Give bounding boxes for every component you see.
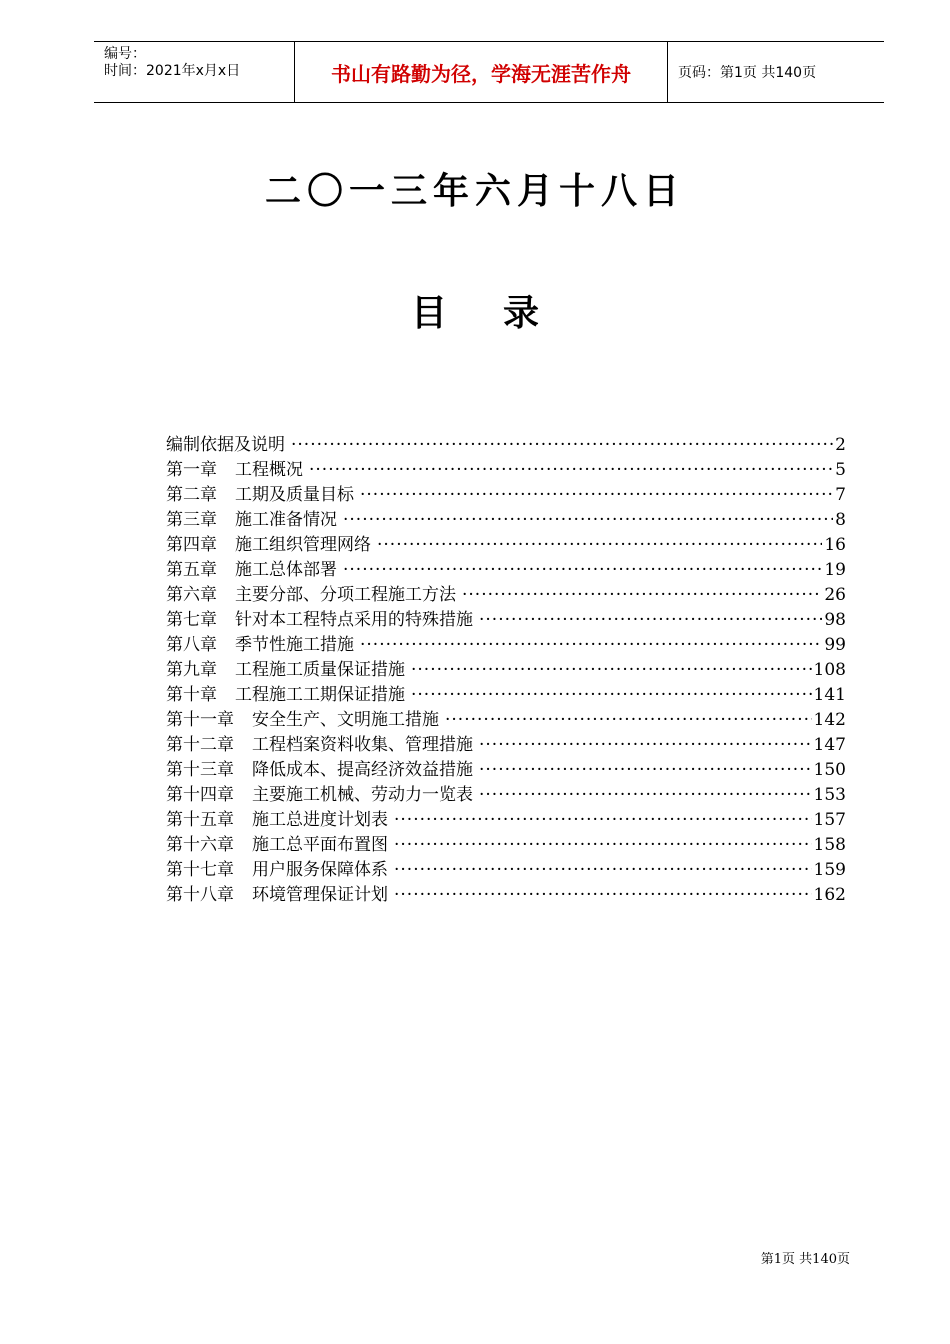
toc-chapter: 第五章 bbox=[166, 560, 217, 580]
header-motto: 书山有路勤为径，学海无涯苦作舟 bbox=[295, 42, 668, 102]
toc-leader-dots bbox=[343, 558, 822, 583]
toc-leader-dots bbox=[411, 658, 812, 683]
toc-title-text: 针对本工程特点采用的特殊措施 bbox=[235, 610, 473, 630]
toc-title-text: 主要分部、分项工程施工方法 bbox=[235, 585, 456, 605]
toc-title-text: 季节性施工措施 bbox=[235, 635, 354, 655]
toc-leader-dots bbox=[309, 458, 833, 483]
toc-chapter: 第四章 bbox=[166, 535, 217, 555]
toc-entry[interactable] bbox=[166, 858, 846, 883]
toc-page-number: 108 bbox=[813, 660, 846, 680]
header-page-info: 页码：第1页 共140页 bbox=[678, 65, 817, 81]
toc-chapter: 第十三章 bbox=[166, 760, 234, 780]
toc-leader-dots bbox=[394, 858, 812, 883]
toc-leader-dots bbox=[394, 833, 812, 858]
toc-page-number: 157 bbox=[813, 810, 846, 830]
toc-page-number: 26 bbox=[824, 585, 846, 605]
toc-leader-dots bbox=[479, 733, 812, 758]
toc-chapter: 第六章 bbox=[166, 585, 217, 605]
toc-chapter: 第十六章 bbox=[166, 835, 234, 855]
toc-title-text: 施工总进度计划表 bbox=[252, 810, 388, 830]
toc-title-text: 施工总体部署 bbox=[235, 560, 337, 580]
toc-title-text: 降低成本、提高经济效益措施 bbox=[252, 760, 473, 780]
toc-chapter: 第十一章 bbox=[166, 710, 234, 730]
toc-entry[interactable] bbox=[166, 783, 846, 808]
toc-page-number: 162 bbox=[813, 885, 846, 905]
toc-leader-dots bbox=[462, 583, 822, 608]
toc-chapter: 编制依据及说明 bbox=[166, 435, 285, 455]
toc-page-number: 8 bbox=[835, 510, 846, 530]
toc-title-text: 施工准备情况 bbox=[235, 510, 337, 530]
toc-title-text: 工程概况 bbox=[235, 460, 303, 480]
toc-page-number: 147 bbox=[813, 735, 846, 755]
toc-entry[interactable] bbox=[166, 508, 846, 533]
toc-entry[interactable] bbox=[166, 533, 846, 558]
toc-entry[interactable] bbox=[166, 683, 846, 708]
toc-chapter: 第一章 bbox=[166, 460, 217, 480]
toc-entry[interactable] bbox=[166, 433, 846, 458]
table-of-contents bbox=[166, 433, 846, 908]
toc-entry[interactable] bbox=[166, 733, 846, 758]
toc-leader-dots bbox=[343, 508, 833, 533]
toc-page-number: 150 bbox=[813, 760, 846, 780]
toc-chapter: 第十八章 bbox=[166, 885, 234, 905]
toc-title-text: 安全生产、文明施工措施 bbox=[252, 710, 439, 730]
toc-chapter: 第八章 bbox=[166, 635, 217, 655]
page-header bbox=[94, 41, 884, 103]
toc-page-number: 19 bbox=[824, 560, 846, 580]
toc-title-text: 工程施工工期保证措施 bbox=[235, 685, 405, 705]
toc-entry[interactable] bbox=[166, 833, 846, 858]
toc-title-text: 工期及质量目标 bbox=[235, 485, 354, 505]
toc-leader-dots bbox=[377, 533, 822, 558]
page-footer: 第1页 共140页 bbox=[760, 1252, 850, 1267]
toc-chapter: 第十七章 bbox=[166, 860, 234, 880]
toc-page-number: 99 bbox=[824, 635, 846, 655]
toc-leader-dots bbox=[360, 633, 822, 658]
toc-chapter: 第十四章 bbox=[166, 785, 234, 805]
toc-entry[interactable] bbox=[166, 758, 846, 783]
toc-page-number: 2 bbox=[835, 435, 846, 455]
code-label: 编号： bbox=[104, 46, 146, 62]
toc-page-number: 159 bbox=[813, 860, 846, 880]
toc-page-number: 158 bbox=[813, 835, 846, 855]
toc-title-text: 施工总平面布置图 bbox=[252, 835, 388, 855]
toc-title-text: 工程施工质量保证措施 bbox=[235, 660, 405, 680]
toc-chapter: 第三章 bbox=[166, 510, 217, 530]
toc-leader-dots bbox=[291, 433, 833, 458]
toc-chapter: 第二章 bbox=[166, 485, 217, 505]
toc-chapter: 第十二章 bbox=[166, 735, 234, 755]
toc-entry[interactable] bbox=[166, 808, 846, 833]
toc-leader-dots bbox=[394, 883, 812, 908]
toc-chapter: 第十章 bbox=[166, 685, 217, 705]
toc-chapter: 第十五章 bbox=[166, 810, 234, 830]
toc-entry[interactable] bbox=[166, 608, 846, 633]
toc-leader-dots bbox=[479, 608, 822, 633]
toc-leader-dots bbox=[479, 758, 812, 783]
date-title: 二〇一三年六月十八日 bbox=[264, 171, 685, 212]
toc-page-number: 16 bbox=[824, 535, 846, 555]
toc-leader-dots bbox=[411, 683, 812, 708]
toc-entry[interactable] bbox=[166, 658, 846, 683]
toc-leader-dots bbox=[360, 483, 833, 508]
toc-entry[interactable] bbox=[166, 883, 846, 908]
toc-entry[interactable] bbox=[166, 708, 846, 733]
toc-page-number: 7 bbox=[835, 485, 846, 505]
toc-title-text: 主要施工机械、劳动力一览表 bbox=[252, 785, 473, 805]
toc-leader-dots bbox=[445, 708, 812, 733]
toc-title: 目录 bbox=[410, 292, 595, 334]
time-label: 时间：2021年x月x日 bbox=[104, 63, 241, 79]
toc-entry[interactable] bbox=[166, 483, 846, 508]
toc-entry[interactable] bbox=[166, 558, 846, 583]
toc-entry[interactable] bbox=[166, 633, 846, 658]
toc-entry[interactable] bbox=[166, 583, 846, 608]
toc-entry[interactable] bbox=[166, 458, 846, 483]
toc-page-number: 141 bbox=[813, 685, 846, 705]
toc-chapter: 第九章 bbox=[166, 660, 217, 680]
toc-chapter: 第七章 bbox=[166, 610, 217, 630]
toc-title-text: 用户服务保障体系 bbox=[252, 860, 388, 880]
toc-leader-dots bbox=[394, 808, 812, 833]
header-meta bbox=[94, 42, 295, 102]
toc-leader-dots bbox=[479, 783, 812, 808]
toc-page-number: 5 bbox=[835, 460, 846, 480]
toc-page-number: 153 bbox=[813, 785, 846, 805]
toc-title-text: 工程档案资料收集、管理措施 bbox=[252, 735, 473, 755]
toc-page-number: 142 bbox=[813, 710, 846, 730]
toc-title-text: 施工组织管理网络 bbox=[235, 535, 371, 555]
toc-title-text: 环境管理保证计划 bbox=[252, 885, 388, 905]
toc-page-number: 98 bbox=[824, 610, 846, 630]
